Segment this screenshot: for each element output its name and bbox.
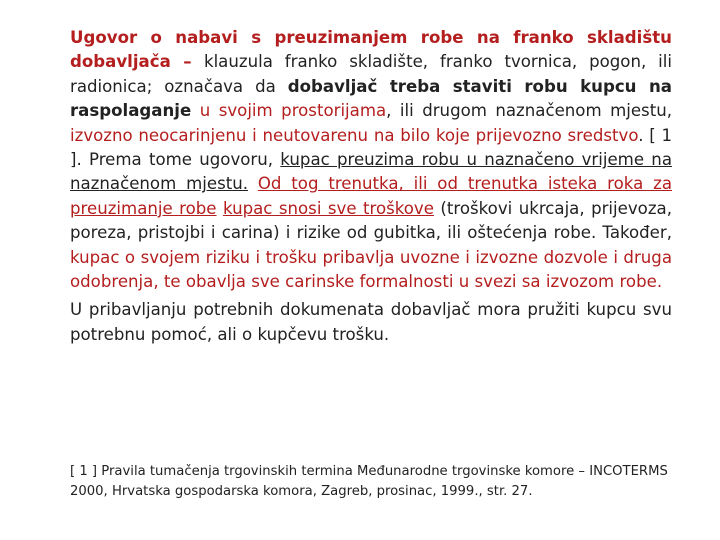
title-phrase: Ugovor o nabavi s preuzimanjem robe na franko skladištu dobavljača [70,28,672,72]
spacer [191,101,199,120]
underlined-text: kupac preuzima robu u naznačeno vrijeme na naznačenom mjestu. [70,150,672,194]
paragraph-second: U pribavljanju potrebnih dokumenata dobavljač mora pružiti kupcu svu potrebnu pomoć, ali o kupčevu trošku. [70,300,672,344]
text-segment: (troškovi ukrcaja, prijevoza, poreza, pristojbi i carina) i rizike od gubitka, ili oštećenja robe. Također, [70,198,672,243]
footnote: [ 1 ] Pravila tumačenja trgovinskih termina Međunarodne trgovinske komore – INCOTERMS 2000, Hrvatska gospodarska komora, Zagreb, prosinac, 1999., str. 27. [70,464,668,499]
text-segment: , ili drugom naznačenom mjestu, [386,101,673,121]
title-dash: – [170,52,204,72]
highlight-bold: dobavljač treba staviti robu kupcu na raspolaganje [70,76,672,121]
underlined-red-text: kupac snosi sve troškove [222,198,434,218]
spacer [248,174,258,193]
main-text [70,26,672,347]
text-segment: . [ 1 ]. Prema tome ugovoru, [70,125,672,170]
highlight-red: kupac o svojem riziku i trošku pribavlja uvozne i izvozne dozvole i druga odobrenja, te obavlja sve carinske formalnosti u svezi sa izvozom robe. [70,247,672,292]
highlight-red: izvozno neocarinjenu i neutovarenu na bilo koje prijevozno sredstvo [70,125,639,145]
highlight-red: u svojim prostorijama [199,101,387,121]
paragraph-main [70,26,672,294]
underlined-red-text: Od tog trenutka, ili od trenutka isteka roka za preuzimanje robe [70,174,672,218]
text-segment: klauzula franko skladište, franko tvornica, pogon, ili radionica; označava da [70,52,672,96]
